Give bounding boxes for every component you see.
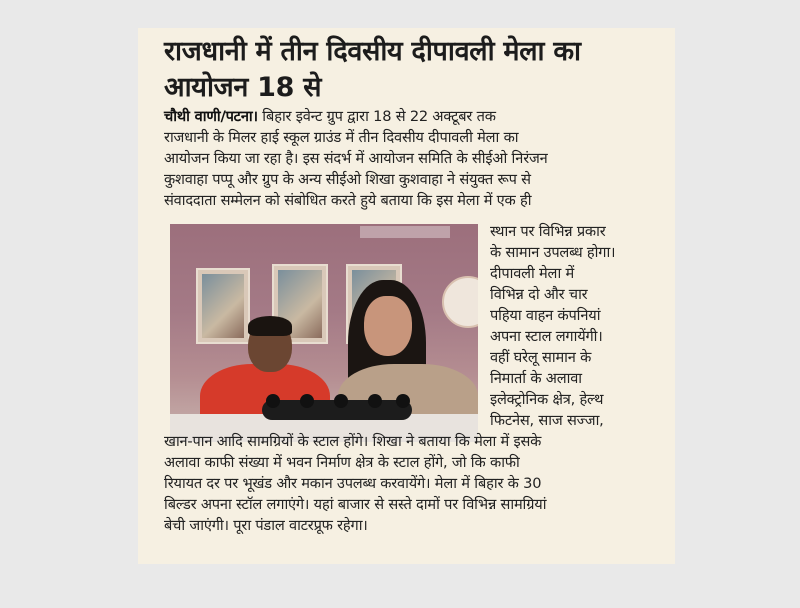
bottom-line-3: रियायत दर पर भूखंड और मकान उपलब्ध करवायेंगे। मेला में बिहार के 30 xyxy=(164,475,542,492)
man-hair xyxy=(248,316,292,336)
side-line-9: इलेक्ट्रोनिक क्षेत्र, हेल्थ xyxy=(490,391,604,408)
bottom-line-1: खान-पान आदि सामग्रियों के स्टाल होंगे। शिखा ने बताया कि मेला में इसके xyxy=(164,433,542,450)
microphone-icon xyxy=(266,394,280,408)
bottom-line-2: अलावा काफी संख्या में भवन निर्माण क्षेत्र के स्टाल होंगे, जो कि काफी xyxy=(164,454,520,471)
body-line-4: कुशवाहा पप्पू और ग्रुप के अन्य सीईओ शिखा कुशवाहा ने संयुक्त रूप से xyxy=(164,171,531,188)
headline-line-2: आयोजन 18 से xyxy=(164,72,322,103)
dateline: चौथी वाणी/पटना। xyxy=(164,108,258,125)
body-line-1-text: बिहार इवेन्ट ग्रुप द्वारा 18 से 22 अक्टूबर तक xyxy=(257,108,496,125)
woman-face xyxy=(364,296,412,356)
bottom-line-5: बेची जाएंगी। पूरा पंडाल वाटरप्रूफ रहेगा। xyxy=(164,517,368,534)
microphone-icon xyxy=(334,394,348,408)
headline-line-1: राजधानी में तीन दिवसीय दीपावली मेला का xyxy=(164,36,581,67)
side-line-8: निमार्ता के अलावा xyxy=(490,370,582,387)
side-line-1: स्थान पर विभिन्न प्रकार xyxy=(490,223,606,240)
side-line-3: दीपावली मेला में xyxy=(490,265,574,282)
press-conference-photo xyxy=(170,224,478,442)
headline xyxy=(164,34,664,106)
microphone-icon xyxy=(396,394,410,408)
circular-poster xyxy=(442,276,478,328)
microphone-icon xyxy=(368,394,382,408)
bottom-line-4: बिल्डर अपना स्टॉल लगाएंगे। यहां बाजार से सस्ते दामों पर विभिन्न सामग्रियां xyxy=(164,496,547,513)
banner-strip xyxy=(360,226,450,238)
side-line-6: अपना स्टाल लगायेंगी। xyxy=(490,328,603,345)
newspaper-clipping xyxy=(138,28,675,564)
side-line-2: के सामान उपलब्ध होगा। xyxy=(490,244,616,261)
body-line-5: संवाददाता सम्मेलन को संबोधित करते हुये बताया कि इस मेला में एक ही xyxy=(164,192,532,209)
body-line-3: आयोजन किया जा रहा है। इस संदर्भ में आयोजन समिति के सीईओ निरंजन xyxy=(164,150,548,167)
side-line-4: विभिन्न दो और चार xyxy=(490,286,588,303)
side-line-5: पहिया वाहन कंपनियां xyxy=(490,307,601,324)
body-line-2: राजधानी के मिलर हाई स्कूल ग्राउंड में तीन दिवसीय दीपावली मेला का xyxy=(164,129,519,146)
body-line-1 xyxy=(164,106,496,127)
poster-frame xyxy=(196,268,250,344)
side-line-7: वहीं घरेलू सामान के xyxy=(490,349,592,366)
side-line-10: फिटनेस, साज सज्जा, xyxy=(490,412,604,429)
microphone-icon xyxy=(300,394,314,408)
